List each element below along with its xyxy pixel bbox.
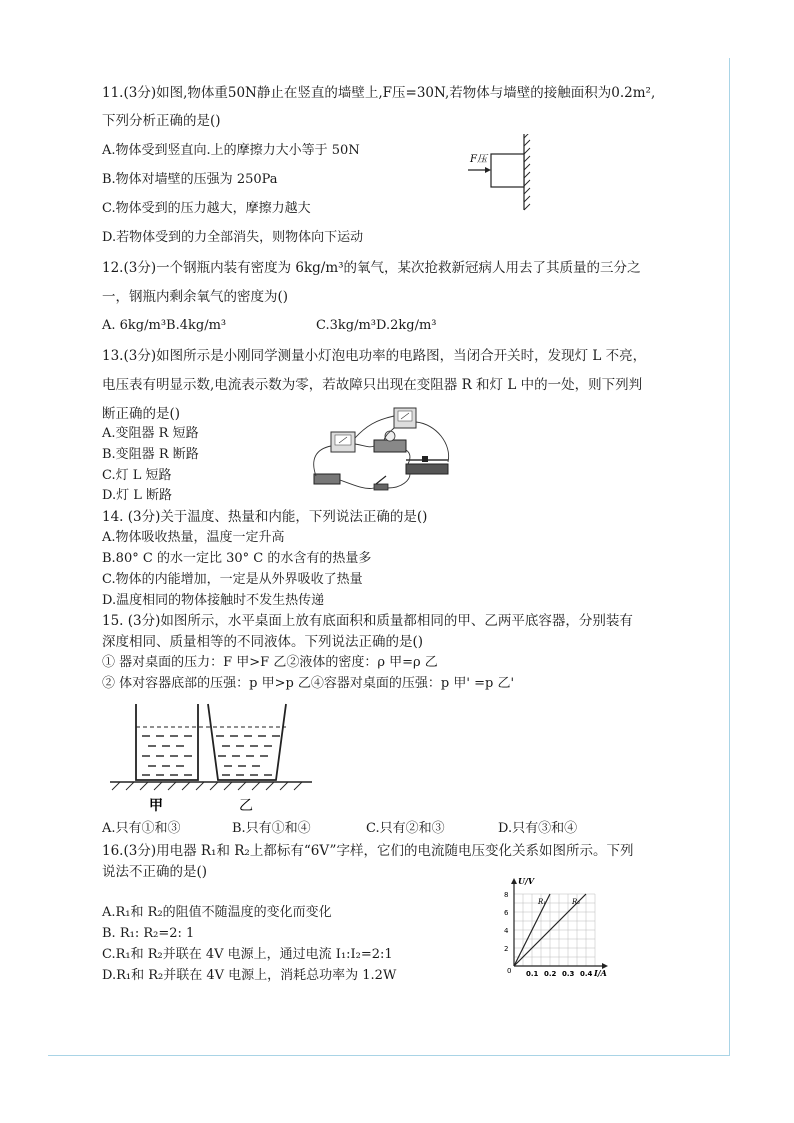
- x-axis-label: I/A: [594, 968, 607, 978]
- x-tick-0.4: 0.4: [580, 970, 593, 978]
- q15-option-d: D.只有③和④: [498, 821, 578, 836]
- r2-line-label: R₂: [572, 898, 581, 906]
- x-tick-0.3: 0.3: [562, 970, 575, 978]
- q13-option-a: A.变阻器 R 短路: [102, 426, 199, 441]
- q11-option-a: A.物体受到竖直向.上的摩擦力大小等于 50N: [102, 143, 360, 158]
- q14-option-c: C.物体的内能增加，一定是从外界吸收了热量: [102, 572, 363, 587]
- q15-option-b: B.只有①和④: [232, 821, 311, 836]
- q15-stem-line1: 15. (3分)如图所示，水平桌面上放有底面积和质量都相同的甲、乙两平底容器，分别装有: [102, 613, 633, 629]
- q16-stem-line2: 说法不正确的是(): [102, 864, 208, 880]
- q15-statement-3-4: ② 体对容器底部的压强：p 甲>p 乙④容器对桌面的压强：p 甲' =p 乙': [102, 676, 515, 691]
- q13-option-b: B.变阻器 R 断路: [102, 447, 199, 462]
- y-tick-6: 6: [504, 909, 509, 917]
- q11-option-d: D.若物体受到的力全部消失，则物体向下运动: [102, 230, 364, 245]
- q16-option-d: D.R₁和 R₂并联在 4V 电源上，消耗总功率为 1.2W: [102, 968, 397, 983]
- y-tick-4: 4: [504, 927, 509, 935]
- q13-stem-line1: 13.(3分)如图所示是小刚同学测量小灯泡电功率的电路图，当闭合开关时，发现灯 L 不亮，: [102, 348, 647, 364]
- q16-option-b: B. R₁: R₂=2: 1: [102, 926, 195, 941]
- y-axis-label: U/V: [518, 876, 535, 886]
- q14-option-a: A.物体吸收热量，温度一定升高: [102, 530, 285, 545]
- q11-stem-line1: 11.(3分)如图,物体重50N静止在竖直的墙壁上,F压=30N,若物体与墙壁的接触面积为0.2m²,: [102, 85, 656, 101]
- q16-stem-line1: 16.(3分)用电器 R₁和 R₂上都标有“6V”字样，它们的电流随电压变化关系如图所示。下列: [102, 843, 634, 859]
- q15-statement-1-2: ① 器对桌面的压力：F 甲>F 乙②液体的密度：ρ 甲=ρ 乙: [102, 655, 438, 670]
- q15-option-a: A.只有①和③: [102, 821, 181, 836]
- q12-options-ab: A. 6kg/m³B.4kg/m³: [102, 318, 227, 333]
- page-border-bottom: [48, 1055, 730, 1056]
- q12-options-cd: C.3kg/m³D.2kg/m³: [316, 318, 437, 333]
- wall-block-figure: [466, 134, 536, 214]
- y-tick-8: 8: [504, 891, 509, 899]
- containers-figure: [106, 700, 316, 818]
- q11-option-b: B.物体对墙壁的压强为 250Pa: [102, 172, 278, 187]
- q12-stem-line1: 12.(3分)一个钢瓶内装有密度为 6kg/m³的氧气，某次抢救新冠病人用去了其质量的三分之: [102, 260, 641, 276]
- q15-stem-line2: 深度相同、质量相等的不同液体。下列说法正确的是(): [102, 634, 424, 650]
- q13-stem-line2: 电压表有明显示数,电流表示数为零，若故障只出现在变阻器 R 和灯 L 中的一处，则下列判: [102, 377, 643, 393]
- label-yi: 乙: [239, 798, 253, 814]
- q16-option-a: A.R₁和 R₂的阻值不随温度的变化而变化: [102, 905, 332, 920]
- q16-option-c: C.R₁和 R₂并联在 4V 电源上，通过电流 I₁:I₂=2:1: [102, 947, 393, 962]
- q14-option-b: B.80° C 的水一定比 30° C 的水含有的热量多: [102, 551, 372, 566]
- u-i-graph-figure: [500, 874, 620, 982]
- r1-line-label: R₁: [538, 898, 547, 906]
- y-tick-2: 2: [504, 945, 509, 953]
- q12-stem-line2: 一，钢瓶内剩余氧气的密度为(): [102, 289, 289, 305]
- q13-option-c: C.灯 L 短路: [102, 468, 172, 483]
- q14-option-d: D.温度相同的物体接触时不发生热传递: [102, 593, 325, 608]
- page-border-right: [729, 58, 730, 1056]
- q15-option-c: C.只有②和③: [366, 821, 445, 836]
- q14-stem: 14. (3分)关于温度、热量和内能，下列说法正确的是(): [102, 509, 428, 525]
- x-tick-0.1: 0.1: [526, 970, 539, 978]
- label-jia: 甲: [149, 798, 163, 814]
- q13-stem-line3: 断正确的是(): [102, 406, 181, 422]
- origin-label: 0: [507, 967, 512, 975]
- force-label: F压: [470, 154, 487, 165]
- q11-option-c: C.物体受到的压力越大，摩擦力越大: [102, 201, 311, 216]
- circuit-photo-figure: [306, 404, 456, 494]
- x-tick-0.2: 0.2: [544, 970, 557, 978]
- q11-stem-line2: 下列分析正确的是(): [102, 113, 221, 129]
- q13-option-d: D.灯 L 断路: [102, 488, 172, 503]
